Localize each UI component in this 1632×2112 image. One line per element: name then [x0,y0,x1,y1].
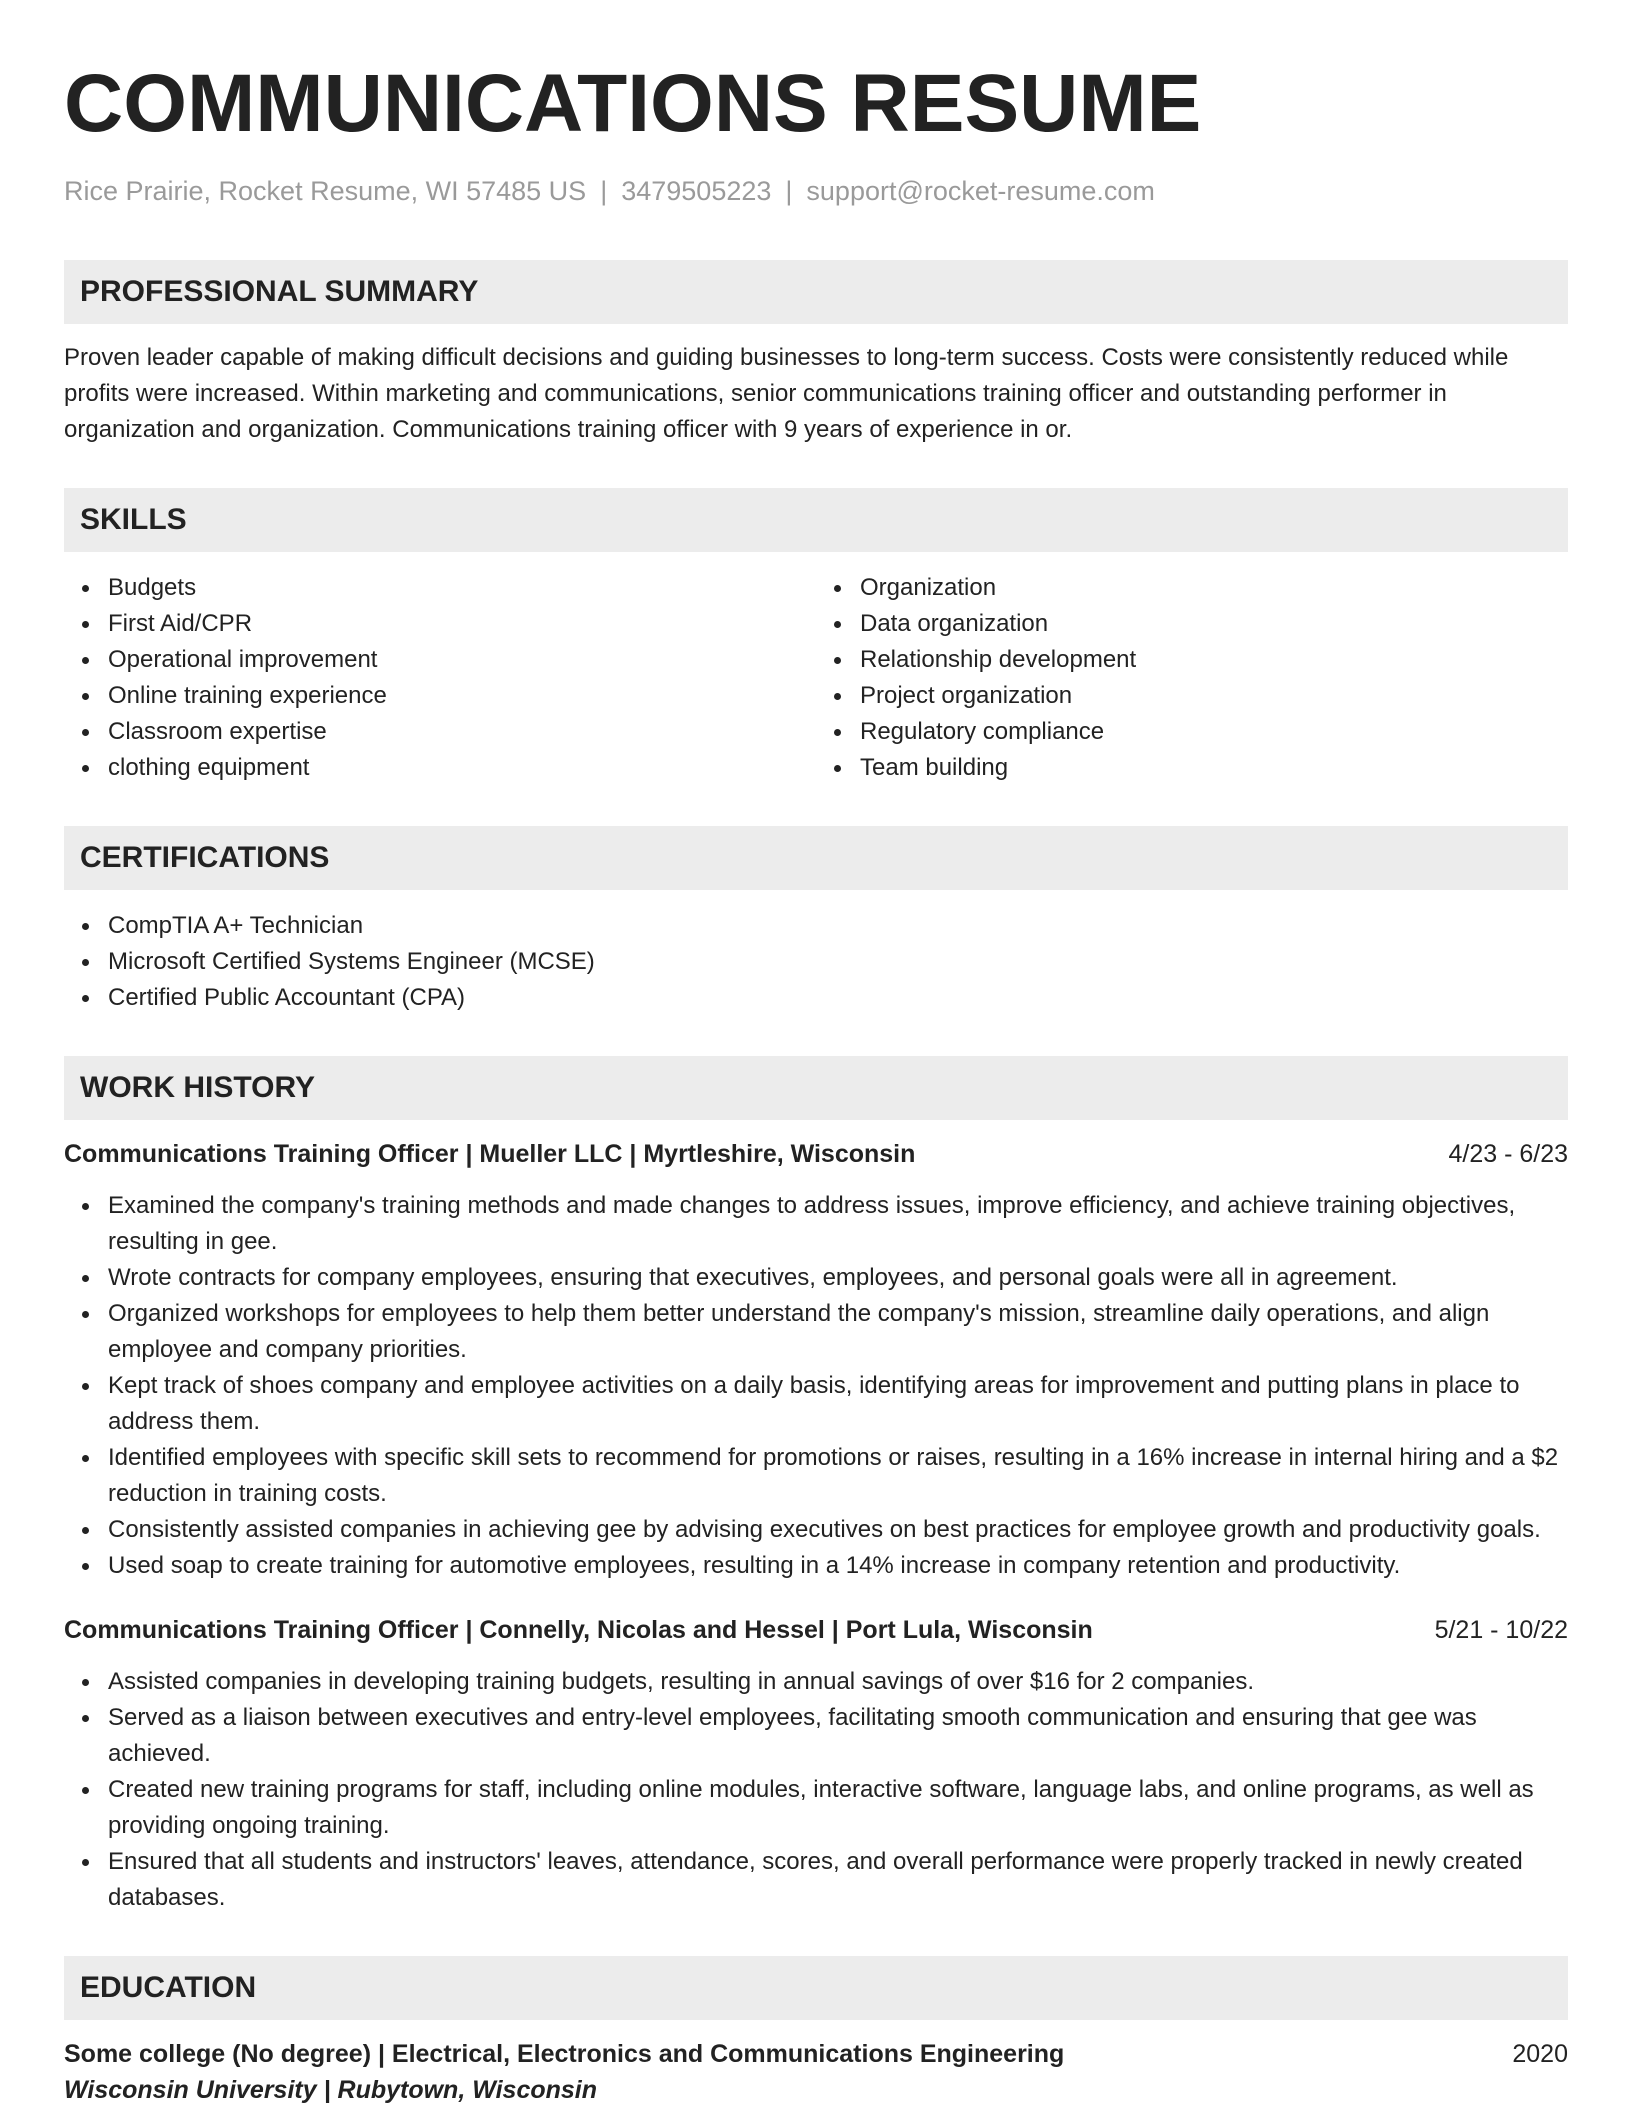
education-degree: Some college (No degree) | Electrical, Electronics and Communications Engineering [64,2040,1065,2068]
section-heading-education: EDUCATION [64,1956,1568,2020]
job-bullet: Identified employees with specific skill sets to recommend for promotions or raises, resulting in a 16% increase in internal hiring and a $2 reduction in training costs. [108,1440,1568,1512]
skill-item: Budgets [108,570,816,606]
skills-grid [64,552,1568,786]
job-date: 5/21 - 10/22 [1434,1616,1568,1644]
contact-line [64,174,1568,208]
section-heading-summary: PROFESSIONAL SUMMARY [64,260,1568,324]
job-bullet: Kept track of shoes company and employee activities on a daily basis, identifying areas for improvement and putting plans in place to address them. [108,1368,1568,1440]
skill-item: Online training experience [108,678,816,714]
education-header [64,2036,1568,2072]
skills-list-left [64,570,816,786]
job-bullet: Consistently assisted companies in achieving gee by advising executives on best practices for employee growth and productivity goals. [108,1512,1568,1548]
section-heading-certifications: CERTIFICATIONS [64,826,1568,890]
education-school: Wisconsin University | Rubytown, Wisconsin [64,2076,598,2104]
certification-item: CompTIA A+ Technician [108,908,1568,944]
job-entry [64,1612,1568,1916]
job-date: 4/23 - 6/23 [1448,1140,1568,1168]
resume-title: COMMUNICATIONS RESUME [64,58,1202,149]
contact-phone: 3479505223 [621,176,772,206]
job-title: Communications Training Officer | Mueller LLC | Myrtleshire, Wisconsin [64,1140,916,1168]
job-bullet: Examined the company's training methods and made changes to address issues, improve efficiency, and achieve training objectives, resulting in gee. [108,1188,1568,1260]
job-bullets [64,1188,1568,1584]
skill-item: Data organization [860,606,1568,642]
contact-separator: | [785,176,793,206]
skill-item: Project organization [860,678,1568,714]
skills-list-right [816,570,1568,786]
contact-email: support@rocket-resume.com [806,176,1155,206]
certification-item: Certified Public Accountant (CPA) [108,980,1568,1016]
section-heading-skills: SKILLS [64,488,1568,552]
contact-separator: | [600,176,608,206]
section-heading-work-history: WORK HISTORY [64,1056,1568,1120]
job-bullet: Wrote contracts for company employees, ensuring that executives, employees, and personal goals were all in agreement. [108,1260,1568,1296]
certification-item: Microsoft Certified Systems Engineer (MCSE) [108,944,1568,980]
contact-address: Rice Prairie, Rocket Resume, WI 57485 US [64,176,587,206]
job-bullet: Served as a liaison between executives and entry-level employees, facilitating smooth communication and ensuring that gee was achieved. [108,1700,1568,1772]
skill-item: clothing equipment [108,750,816,786]
job-bullets [64,1664,1568,1916]
job-bullet: Assisted companies in developing training budgets, resulting in annual savings of over $16 for 2 companies. [108,1664,1568,1700]
job-header [64,1136,1568,1172]
job-bullet: Created new training programs for staff, including online modules, interactive software, language labs, and online programs, as well as providing ongoing training. [108,1772,1568,1844]
skill-item: Classroom expertise [108,714,816,750]
skill-item: Regulatory compliance [860,714,1568,750]
certifications-list [64,908,1568,1016]
skill-item: Organization [860,570,1568,606]
skill-item: Team building [860,750,1568,786]
summary-text: Proven leader capable of making difficult decisions and guiding businesses to long-term success. Costs were consistently reduced while profits were increased. Within marketing and communications, senior communications training officer and outstanding performer in organization and organization. Communications training officer with 9 years of experience in or. [64,344,1509,443]
education-year: 2020 [1512,2040,1568,2068]
job-bullet: Organized workshops for employees to help them better understand the company's mission, streamline daily operations, and align employee and company priorities. [108,1296,1568,1368]
job-bullet: Ensured that all students and instructors' leaves, attendance, scores, and overall performance were properly tracked in newly created databases. [108,1844,1568,1916]
job-title: Communications Training Officer | Connelly, Nicolas and Hessel | Port Lula, Wisconsin [64,1616,1093,1644]
job-header [64,1612,1568,1648]
skill-item: Operational improvement [108,642,816,678]
job-entry [64,1136,1568,1584]
job-bullet: Used soap to create training for automotive employees, resulting in a 14% increase in company retention and productivity. [108,1548,1568,1584]
skill-item: First Aid/CPR [108,606,816,642]
skill-item: Relationship development [860,642,1568,678]
